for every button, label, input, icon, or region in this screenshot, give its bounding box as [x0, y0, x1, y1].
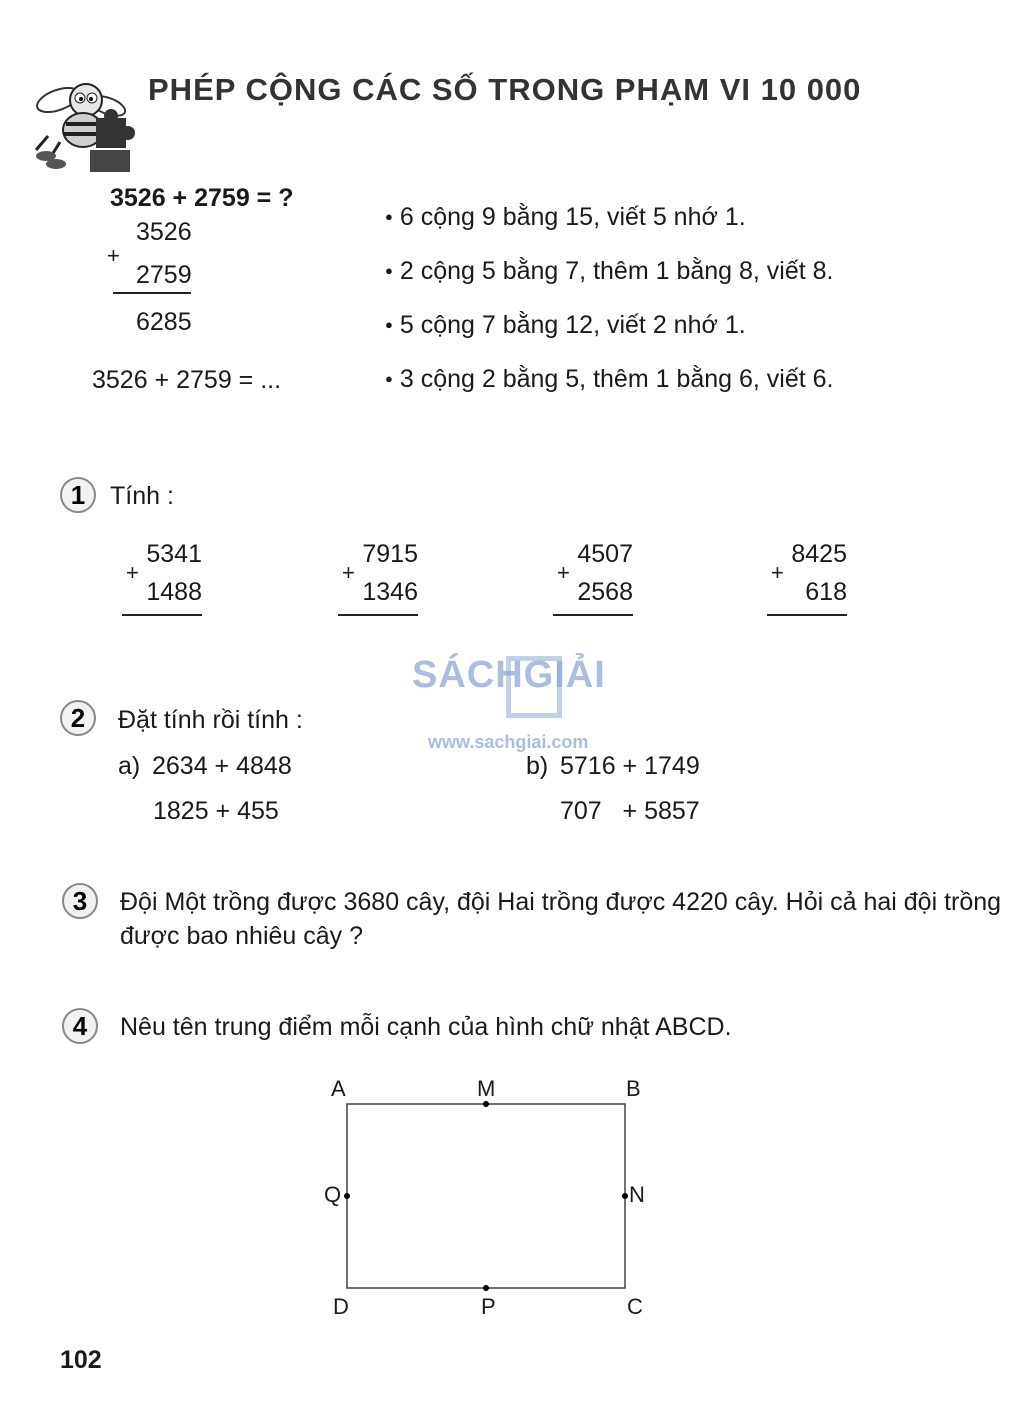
point-label-c: C [627, 1294, 643, 1319]
step-4: ● 3 cộng 2 bằng 5, thêm 1 bằng 6, viết 6. [385, 365, 834, 394]
point-label-d: D [333, 1294, 349, 1319]
exercise-1-badge: 1 [60, 477, 96, 513]
plus-sign: + [557, 560, 570, 585]
sum-rule-line [122, 614, 202, 616]
example-question: 3526 + 2759 = ? [110, 184, 294, 212]
step-2: ● 2 cộng 5 bằng 7, thêm 1 bằng 8, viết 8. [385, 257, 834, 286]
addend-bottom: 2568 [577, 578, 633, 606]
addition-problem-1 [122, 540, 202, 612]
plus-sign: + [771, 560, 784, 585]
example-result: 6285 [136, 308, 192, 336]
exercise-3-line-1: Đội Một trồng được 3680 cây, đội Hai trồng được 4220 cây. Hỏi cả hai đội trồng [120, 888, 1002, 916]
step-1: ● 6 cộng 9 bằng 15, viết 5 nhớ 1. [385, 203, 746, 232]
sum-rule-line [338, 614, 418, 616]
bee-mascot-icon [28, 78, 138, 178]
addition-problem-4 [767, 540, 847, 612]
part-a-expression-2: 1825 + 455 [153, 797, 279, 825]
rectangle-outline [347, 1104, 625, 1288]
midpoint-q-dot [344, 1193, 350, 1199]
watermark-url: www.sachgiai.com [428, 732, 589, 752]
addend-top: 8425 [791, 540, 847, 568]
addend-bottom: 1488 [146, 578, 202, 606]
point-label-m: M [477, 1076, 496, 1101]
page-title: PHÉP CỘNG CÁC SỐ TRONG PHẠM VI 10 000 [148, 72, 862, 107]
plus-sign: + [126, 560, 139, 585]
addend-bottom: 618 [805, 578, 847, 606]
point-label-b: B [626, 1076, 641, 1101]
addition-problem-3 [553, 540, 633, 612]
part-a-label: a) [118, 752, 141, 780]
addition-problem-2 [338, 540, 418, 612]
sum-rule-line [767, 614, 847, 616]
exercise-3-badge: 3 [62, 883, 98, 919]
page-number: 102 [60, 1346, 102, 1374]
addend-top: 4507 [577, 540, 633, 568]
exercise-4-badge: 4 [62, 1008, 98, 1044]
addend-top: 7915 [362, 540, 418, 568]
exercise-2-label: Đặt tính rồi tính : [118, 706, 303, 734]
exercise-3-line-2: được bao nhiêu cây ? [120, 922, 364, 950]
example-addend-2: 2759 [136, 261, 192, 289]
exercise-1-label: Tính : [110, 482, 174, 510]
point-label-q: Q [324, 1182, 342, 1207]
part-b-label: b) [526, 752, 549, 780]
sum-rule-line [113, 292, 191, 294]
plus-sign: + [107, 243, 120, 268]
point-label-a: A [331, 1076, 346, 1101]
point-label-p: P [481, 1294, 496, 1319]
plus-sign: + [342, 560, 355, 585]
part-b-expression-1: 5716 + 1749 [560, 752, 700, 780]
part-b-expression-2: 707 + 5857 [560, 797, 700, 825]
exercise-2-badge: 2 [60, 700, 96, 736]
addend-bottom: 1346 [362, 578, 418, 606]
part-a-expression-1: 2634 + 4848 [152, 752, 292, 780]
addend-top: 5341 [146, 540, 202, 568]
example-addend-1: 3526 [136, 218, 192, 246]
rectangle-abcd-diagram [300, 1070, 680, 1330]
example-final-line: 3526 + 2759 = ... [92, 366, 282, 394]
step-3: ● 5 cộng 7 bằng 12, viết 2 nhớ 1. [385, 311, 746, 340]
midpoint-p-dot [483, 1285, 489, 1291]
point-label-n: N [629, 1182, 645, 1207]
midpoint-n-dot [622, 1193, 628, 1199]
watermark-brand: SÁCHGIẢI [412, 654, 606, 696]
exercise-4-text: Nêu tên trung điểm mỗi cạnh của hình chữ nhật ABCD. [120, 1013, 732, 1041]
sum-rule-line [553, 614, 633, 616]
